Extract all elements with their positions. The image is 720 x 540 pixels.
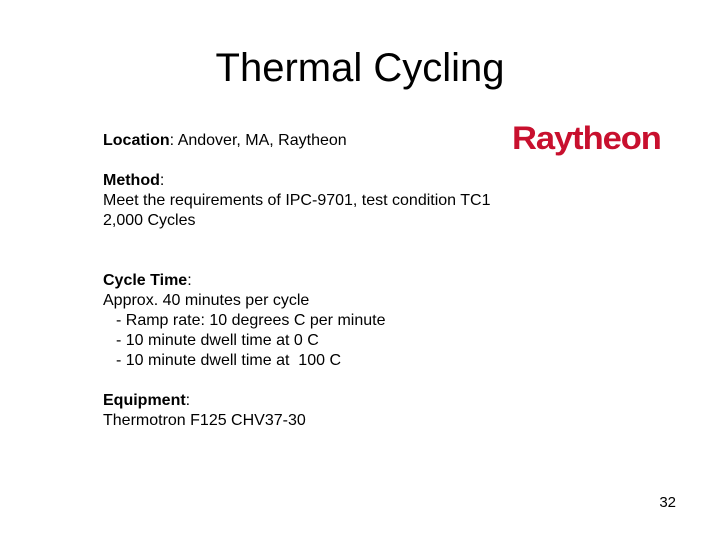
location-value: Andover, MA, Raytheon [174,132,347,149]
method-line: Meet the requirements of IPC-9701, test condition TC1 [103,192,491,209]
page-number: 32 [659,494,676,511]
method-line: 2,000 Cycles [103,212,196,229]
slide-body [103,131,543,431]
location-heading: Location: [103,132,175,149]
slide-title: Thermal Cycling [215,46,505,90]
method-heading: Method: [103,172,165,189]
cycle-time-bullet: - 10 minute dwell time at 0 C [116,332,319,349]
method-label: Method [103,172,160,189]
cycle-time-line: Approx. 40 minutes per cycle [103,292,310,309]
raytheon-logo: Raytheon [512,120,661,156]
equipment-line: Thermotron F125 CHV37-30 [103,412,306,429]
cycle-time-label: Cycle Time [103,272,188,289]
location-section [103,131,543,151]
equipment-heading: Equipment: [103,392,191,409]
cycle-time-heading: Cycle Time: [103,272,192,289]
cycle-time-bullet: - Ramp rate: 10 degrees C per minute [116,312,386,329]
cycle-time-bullet: - 10 minute dwell time at 100 C [116,352,341,369]
location-label: Location [103,132,170,149]
equipment-label: Equipment [103,392,186,409]
cycle-time-section [103,271,543,371]
equipment-section [103,391,543,431]
method-section [103,171,543,231]
